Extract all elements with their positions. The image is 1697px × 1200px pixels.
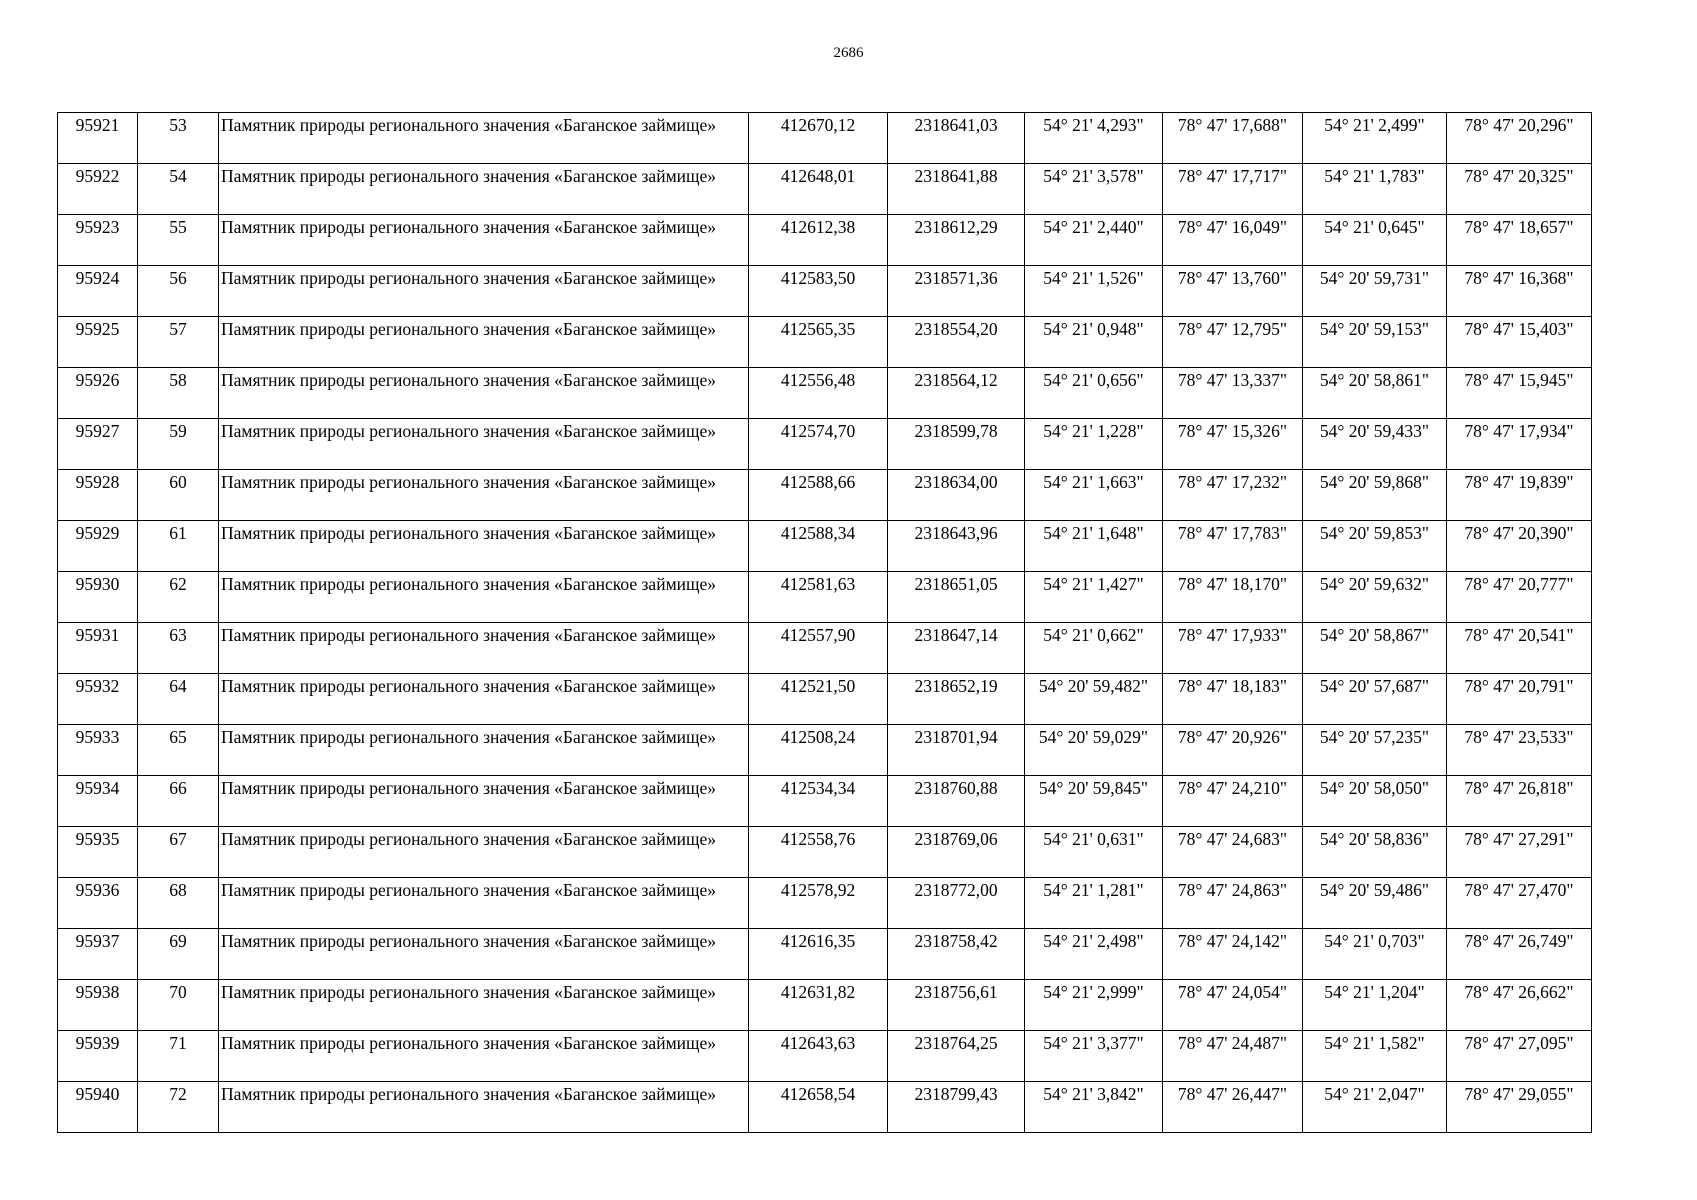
cell-object-name: Памятник природы регионального значения «Баганское займище» [219,113,749,164]
cell-object-name: Памятник природы регионального значения «Баганское займище» [219,521,749,572]
cell-longitude-1: 78° 47' 24,683" [1163,827,1303,878]
cell-longitude-1: 78° 47' 24,210" [1163,776,1303,827]
cell-latitude-2: 54° 20' 58,861" [1303,368,1447,419]
cell-latitude-1: 54° 21' 3,578" [1025,164,1163,215]
cell-latitude-1: 54° 20' 59,482" [1025,674,1163,725]
cell-latitude-2: 54° 20' 58,050" [1303,776,1447,827]
cell-coord-x: 412616,35 [749,929,888,980]
table-body [58,113,1592,1133]
table-row [58,776,1592,827]
cell-latitude-1: 54° 21' 4,293" [1025,113,1163,164]
cell-latitude-2: 54° 20' 59,868" [1303,470,1447,521]
table-row [58,674,1592,725]
cell-coord-x: 412521,50 [749,674,888,725]
cell-latitude-1: 54° 21' 0,662" [1025,623,1163,674]
cell-point-id: 95932 [58,674,138,725]
table-row [58,827,1592,878]
cell-coord-y: 2318599,78 [888,419,1025,470]
cell-coord-y: 2318756,61 [888,980,1025,1031]
cell-point-id: 95935 [58,827,138,878]
cell-coord-x: 412583,50 [749,266,888,317]
cell-point-id: 95934 [58,776,138,827]
cell-longitude-1: 78° 47' 12,795" [1163,317,1303,368]
cell-latitude-2: 54° 21' 1,204" [1303,980,1447,1031]
cell-longitude-1: 78° 47' 13,337" [1163,368,1303,419]
cell-coord-x: 412578,92 [749,878,888,929]
cell-object-name: Памятник природы регионального значения «Баганское займище» [219,572,749,623]
cell-latitude-2: 54° 21' 2,047" [1303,1082,1447,1133]
cell-longitude-2: 78° 47' 15,945" [1447,368,1592,419]
cell-coord-y: 2318651,05 [888,572,1025,623]
cell-point-id: 95936 [58,878,138,929]
cell-object-name: Памятник природы регионального значения «Баганское займище» [219,419,749,470]
cell-coord-y: 2318634,00 [888,470,1025,521]
cell-coord-x: 412658,54 [749,1082,888,1133]
cell-longitude-2: 78° 47' 20,325" [1447,164,1592,215]
cell-latitude-2: 54° 20' 59,486" [1303,878,1447,929]
cell-latitude-1: 54° 21' 2,440" [1025,215,1163,266]
cell-point-id: 95924 [58,266,138,317]
cell-latitude-1: 54° 21' 2,498" [1025,929,1163,980]
cell-longitude-2: 78° 47' 29,055" [1447,1082,1592,1133]
cell-latitude-2: 54° 20' 59,731" [1303,266,1447,317]
cell-coord-x: 412508,24 [749,725,888,776]
cell-longitude-2: 78° 47' 26,662" [1447,980,1592,1031]
cell-longitude-1: 78° 47' 18,170" [1163,572,1303,623]
table-row [58,521,1592,572]
cell-point-number: 56 [138,266,219,317]
cell-longitude-1: 78° 47' 15,326" [1163,419,1303,470]
cell-object-name: Памятник природы регионального значения «Баганское займище» [219,980,749,1031]
cell-longitude-2: 78° 47' 20,791" [1447,674,1592,725]
cell-point-number: 53 [138,113,219,164]
cell-point-id: 95922 [58,164,138,215]
cell-coord-y: 2318772,00 [888,878,1025,929]
cell-latitude-1: 54° 21' 1,526" [1025,266,1163,317]
cell-coord-y: 2318760,88 [888,776,1025,827]
cell-longitude-2: 78° 47' 20,541" [1447,623,1592,674]
cell-coord-y: 2318641,03 [888,113,1025,164]
cell-latitude-2: 54° 20' 59,632" [1303,572,1447,623]
cell-latitude-1: 54° 20' 59,845" [1025,776,1163,827]
cell-longitude-1: 78° 47' 17,232" [1163,470,1303,521]
cell-coord-x: 412565,35 [749,317,888,368]
table-row [58,470,1592,521]
cell-latitude-1: 54° 21' 3,842" [1025,1082,1163,1133]
cell-object-name: Памятник природы регионального значения «Баганское займище» [219,674,749,725]
cell-coord-y: 2318612,29 [888,215,1025,266]
cell-object-name: Памятник природы регионального значения «Баганское займище» [219,878,749,929]
cell-longitude-1: 78° 47' 18,183" [1163,674,1303,725]
table-row [58,878,1592,929]
cell-latitude-2: 54° 20' 58,836" [1303,827,1447,878]
cell-coord-x: 412556,48 [749,368,888,419]
cell-latitude-1: 54° 21' 0,631" [1025,827,1163,878]
cell-latitude-1: 54° 21' 0,656" [1025,368,1163,419]
cell-longitude-1: 78° 47' 24,487" [1163,1031,1303,1082]
cell-coord-x: 412581,63 [749,572,888,623]
cell-point-id: 95923 [58,215,138,266]
cell-coord-y: 2318701,94 [888,725,1025,776]
coordinates-table [57,112,1592,1133]
cell-coord-y: 2318564,12 [888,368,1025,419]
cell-object-name: Памятник природы регионального значения «Баганское займище» [219,368,749,419]
cell-latitude-1: 54° 21' 1,663" [1025,470,1163,521]
table-row [58,1031,1592,1082]
cell-object-name: Памятник природы регионального значения «Баганское займище» [219,725,749,776]
cell-longitude-1: 78° 47' 17,933" [1163,623,1303,674]
cell-latitude-1: 54° 21' 0,948" [1025,317,1163,368]
cell-latitude-2: 54° 20' 57,235" [1303,725,1447,776]
cell-coord-y: 2318652,19 [888,674,1025,725]
cell-point-number: 70 [138,980,219,1031]
table-row [58,113,1592,164]
cell-longitude-2: 78° 47' 20,296" [1447,113,1592,164]
cell-longitude-2: 78° 47' 23,533" [1447,725,1592,776]
cell-point-number: 62 [138,572,219,623]
cell-point-number: 55 [138,215,219,266]
page-number: 2686 [833,45,864,61]
cell-point-number: 60 [138,470,219,521]
table-row [58,725,1592,776]
cell-object-name: Памятник природы регионального значения «Баганское займище» [219,266,749,317]
table-row [58,266,1592,317]
cell-coord-y: 2318641,88 [888,164,1025,215]
cell-point-id: 95933 [58,725,138,776]
cell-longitude-1: 78° 47' 13,760" [1163,266,1303,317]
cell-coord-x: 412612,38 [749,215,888,266]
cell-longitude-1: 78° 47' 24,142" [1163,929,1303,980]
cell-latitude-2: 54° 21' 1,582" [1303,1031,1447,1082]
cell-latitude-1: 54° 21' 1,281" [1025,878,1163,929]
cell-point-number: 54 [138,164,219,215]
cell-coord-y: 2318647,14 [888,623,1025,674]
cell-coord-y: 2318758,42 [888,929,1025,980]
table-row [58,164,1592,215]
cell-latitude-2: 54° 21' 0,703" [1303,929,1447,980]
cell-coord-y: 2318764,25 [888,1031,1025,1082]
table-row [58,215,1592,266]
cell-coord-x: 412534,34 [749,776,888,827]
cell-coord-x: 412588,34 [749,521,888,572]
cell-longitude-1: 78° 47' 17,688" [1163,113,1303,164]
cell-coord-x: 412643,63 [749,1031,888,1082]
cell-coord-y: 2318554,20 [888,317,1025,368]
cell-longitude-2: 78° 47' 20,777" [1447,572,1592,623]
cell-latitude-2: 54° 21' 2,499" [1303,113,1447,164]
cell-point-number: 68 [138,878,219,929]
cell-coord-x: 412648,01 [749,164,888,215]
cell-longitude-2: 78° 47' 19,839" [1447,470,1592,521]
cell-latitude-1: 54° 21' 1,228" [1025,419,1163,470]
cell-point-id: 95939 [58,1031,138,1082]
cell-latitude-2: 54° 20' 59,153" [1303,317,1447,368]
cell-coord-y: 2318643,96 [888,521,1025,572]
table-row [58,623,1592,674]
cell-longitude-1: 78° 47' 16,049" [1163,215,1303,266]
cell-point-number: 63 [138,623,219,674]
table-row [58,317,1592,368]
cell-point-number: 61 [138,521,219,572]
cell-object-name: Памятник природы регионального значения «Баганское займище» [219,164,749,215]
table-row [58,368,1592,419]
cell-longitude-1: 78° 47' 24,054" [1163,980,1303,1031]
table-row [58,572,1592,623]
cell-point-id: 95925 [58,317,138,368]
cell-longitude-2: 78° 47' 26,749" [1447,929,1592,980]
cell-longitude-2: 78° 47' 17,934" [1447,419,1592,470]
cell-coord-x: 412631,82 [749,980,888,1031]
cell-object-name: Памятник природы регионального значения «Баганское займище» [219,929,749,980]
cell-point-number: 72 [138,1082,219,1133]
cell-latitude-2: 54° 20' 59,853" [1303,521,1447,572]
cell-coord-x: 412588,66 [749,470,888,521]
cell-object-name: Памятник природы регионального значения «Баганское займище» [219,623,749,674]
cell-point-id: 95928 [58,470,138,521]
cell-longitude-1: 78° 47' 20,926" [1163,725,1303,776]
cell-coord-x: 412558,76 [749,827,888,878]
table-row [58,1082,1592,1133]
cell-point-id: 95927 [58,419,138,470]
cell-point-number: 59 [138,419,219,470]
cell-point-id: 95931 [58,623,138,674]
cell-point-number: 71 [138,1031,219,1082]
cell-point-id: 95930 [58,572,138,623]
cell-coord-x: 412574,70 [749,419,888,470]
cell-point-number: 64 [138,674,219,725]
cell-latitude-2: 54° 21' 0,645" [1303,215,1447,266]
cell-coord-y: 2318571,36 [888,266,1025,317]
table-row [58,980,1592,1031]
cell-longitude-2: 78° 47' 26,818" [1447,776,1592,827]
cell-point-id: 95921 [58,113,138,164]
cell-longitude-1: 78° 47' 26,447" [1163,1082,1303,1133]
cell-point-number: 65 [138,725,219,776]
table-row [58,419,1592,470]
cell-point-id: 95937 [58,929,138,980]
cell-latitude-1: 54° 21' 3,377" [1025,1031,1163,1082]
cell-longitude-2: 78° 47' 16,368" [1447,266,1592,317]
cell-latitude-2: 54° 20' 59,433" [1303,419,1447,470]
cell-point-id: 95940 [58,1082,138,1133]
cell-longitude-1: 78° 47' 17,783" [1163,521,1303,572]
cell-point-number: 58 [138,368,219,419]
cell-point-number: 57 [138,317,219,368]
cell-longitude-1: 78° 47' 17,717" [1163,164,1303,215]
cell-point-id: 95926 [58,368,138,419]
cell-coord-y: 2318769,06 [888,827,1025,878]
cell-object-name: Памятник природы регионального значения «Баганское займище» [219,1031,749,1082]
cell-longitude-1: 78° 47' 24,863" [1163,878,1303,929]
cell-object-name: Памятник природы регионального значения «Баганское займище» [219,776,749,827]
cell-longitude-2: 78° 47' 15,403" [1447,317,1592,368]
cell-latitude-1: 54° 21' 1,427" [1025,572,1163,623]
cell-longitude-2: 78° 47' 27,470" [1447,878,1592,929]
table-row [58,929,1592,980]
cell-coord-x: 412670,12 [749,113,888,164]
cell-point-id: 95929 [58,521,138,572]
cell-latitude-1: 54° 20' 59,029" [1025,725,1163,776]
cell-object-name: Памятник природы регионального значения «Баганское займище» [219,1082,749,1133]
cell-coord-y: 2318799,43 [888,1082,1025,1133]
cell-longitude-2: 78° 47' 20,390" [1447,521,1592,572]
cell-point-number: 69 [138,929,219,980]
cell-latitude-2: 54° 20' 58,867" [1303,623,1447,674]
cell-longitude-2: 78° 47' 18,657" [1447,215,1592,266]
cell-point-id: 95938 [58,980,138,1031]
cell-point-number: 66 [138,776,219,827]
cell-object-name: Памятник природы регионального значения «Баганское займище» [219,215,749,266]
cell-object-name: Памятник природы регионального значения «Баганское займище» [219,470,749,521]
cell-latitude-2: 54° 20' 57,687" [1303,674,1447,725]
cell-object-name: Памятник природы регионального значения «Баганское займище» [219,827,749,878]
cell-longitude-2: 78° 47' 27,291" [1447,827,1592,878]
cell-latitude-2: 54° 21' 1,783" [1303,164,1447,215]
cell-latitude-1: 54° 21' 2,999" [1025,980,1163,1031]
cell-object-name: Памятник природы регионального значения «Баганское займище» [219,317,749,368]
cell-point-number: 67 [138,827,219,878]
cell-longitude-2: 78° 47' 27,095" [1447,1031,1592,1082]
cell-coord-x: 412557,90 [749,623,888,674]
cell-latitude-1: 54° 21' 1,648" [1025,521,1163,572]
